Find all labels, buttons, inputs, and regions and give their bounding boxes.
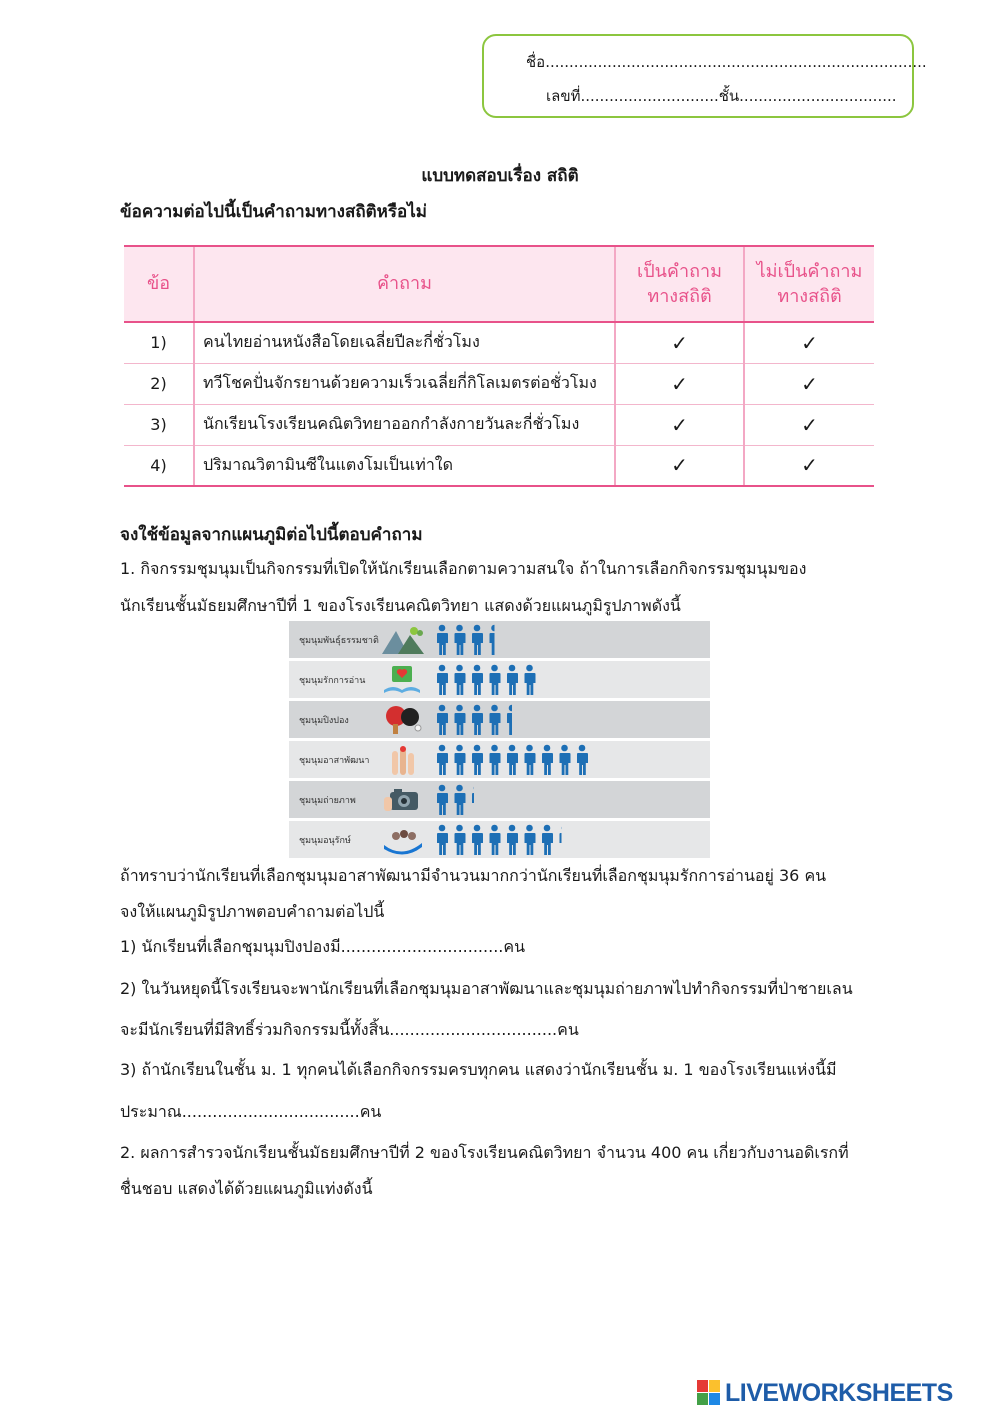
pictogram-row [289, 621, 710, 658]
club-label [289, 821, 430, 858]
person-figure [507, 825, 518, 855]
page-title: แบบทดสอบเรื่อง สถิติ [421, 166, 579, 186]
person-figure [437, 785, 448, 815]
person-figure [525, 745, 536, 775]
person-figure [455, 625, 466, 655]
table-row [124, 445, 874, 486]
club-name: ชุมนุมอนุรักษ์ [299, 836, 351, 846]
header-not-statistical: ไม่เป็นคำถาม ทางสถิติ [744, 246, 874, 322]
club-label [289, 661, 430, 698]
subquestion-2: 2) ในวันหยุดนี้โรงเรียนจะพานักเรียนที่เลือกชุมนุมอาสาพัฒนาและชุมนุมถ่ายภาพไปทำกิจกรรมที่ป่าชายเลน [120, 979, 853, 998]
check-not-statistical[interactable]: ✓ [744, 363, 874, 404]
name-field[interactable]: ชื่อ................................................................................ [526, 53, 927, 71]
check-not-statistical[interactable]: ✓ [744, 404, 874, 445]
person-figure [490, 665, 501, 695]
person-figure [490, 825, 501, 855]
info-text: ถ้าทราบว่านักเรียนที่เลือกชุมนุมอาสาพัฒนามีจำนวนมากกว่านักเรียนที่เลือกชุมนุมรักการอ่านอยู่ 36 คน [120, 866, 827, 885]
pictogram-row [289, 741, 710, 778]
person-figure [542, 825, 553, 855]
person-figure [437, 745, 448, 775]
book-heart-icon [378, 663, 426, 696]
subquestion-3-answer[interactable]: ประมาณ...................................คน [120, 1102, 382, 1121]
header-no: ข้อ [124, 246, 194, 322]
person-figure [472, 825, 483, 855]
logo-mark-icon [697, 1380, 721, 1406]
club-name: ชุมนุมพันธุ์ธรรมชาติ [299, 636, 379, 646]
row-number: 3) [124, 404, 194, 445]
club-label [289, 701, 430, 738]
check-statistical[interactable]: ✓ [615, 363, 744, 404]
student-info-box [482, 34, 927, 118]
section2-heading: จงใช้ข้อมูลจากแผนภูมิต่อไปนี้ตอบคำถาม [120, 525, 423, 545]
figure-group [434, 784, 710, 816]
club-name: ชุมนุมอาสาพัฒนา [299, 756, 370, 766]
question1-text: 1. กิจกรรมชุมนุมเป็นกิจกรรมที่เปิดให้นักเรียนเลือกตามความสนใจ ถ้าในการเลือกกิจกรรมชุมนุมของ [120, 559, 807, 578]
pictogram-row [289, 821, 710, 858]
question2-text-cont: ชื่นชอบ แสดงได้ด้วยแผนภูมิแท่งดังนี้ [120, 1179, 373, 1198]
club-name: ชุมนุมปิงปอง [299, 716, 349, 726]
club-name: ชุมนุมรักการอ่าน [299, 676, 366, 686]
question2-text: 2. ผลการสำรวจนักเรียนชั้นมัธยมศึกษาปีที่ 2 ของโรงเรียนคณิตวิทยา จำนวน 400 คน เกี่ยวกับงานอดิเรกที่ [120, 1143, 849, 1162]
person-figure [455, 745, 466, 775]
check-statistical[interactable]: ✓ [615, 322, 744, 363]
row-question: ทวีโชคปั่นจักรยานด้วยความเร็วเฉลี่ยกี่กิโลเมตรต่อชั่วโมง [194, 363, 615, 404]
person-figure [455, 825, 466, 855]
person-figure [507, 665, 518, 695]
raised-hands-icon [378, 743, 426, 776]
person-figure [437, 825, 448, 855]
person-figure [472, 665, 483, 695]
liveworksheets-logo [697, 1379, 953, 1407]
figure-group [434, 624, 710, 656]
number-class-field[interactable]: เลขที่.............................ชั้น................................. [546, 87, 897, 105]
figure-group [434, 704, 710, 736]
person-figure [455, 785, 466, 815]
partial-person-figure [490, 625, 501, 655]
check-statistical[interactable]: ✓ [615, 404, 744, 445]
person-figure [472, 705, 483, 735]
person-figure [490, 705, 501, 735]
question1-text-cont: นักเรียนชั้นมัธยมศึกษาปีที่ 1 ของโรงเรียนคณิตวิทยา แสดงด้วยแผนภูมิรูปภาพดังนี้ [120, 596, 681, 615]
header-question: คำถาม [194, 246, 615, 322]
statistics-question-table [124, 245, 874, 487]
section1-heading: ข้อความต่อไปนี้เป็นคำถามทางสถิติหรือไม่ [120, 202, 427, 222]
check-not-statistical[interactable]: ✓ [744, 445, 874, 486]
pictogram-row [289, 701, 710, 738]
subquestion-1[interactable]: 1) นักเรียนที่เลือกชุมนุมปิงปองมี................................คน [120, 937, 525, 956]
camera-icon [378, 783, 426, 816]
person-figure [525, 825, 536, 855]
ping-pong-paddle-icon [378, 703, 426, 736]
partial-person-figure [472, 785, 483, 815]
person-figure [490, 745, 501, 775]
person-figure [472, 745, 483, 775]
club-label [289, 621, 430, 658]
table-header-row [124, 246, 874, 322]
person-figure [525, 665, 536, 695]
row-number: 2) [124, 363, 194, 404]
club-name: ชุมนุมถ่ายภาพ [299, 796, 356, 806]
person-figure [437, 625, 448, 655]
subquestion-2-answer[interactable]: จะมีนักเรียนที่มีสิทธิ์ร่วมกิจกรรมนี้ทั้งสิ้น.................................คน [120, 1020, 579, 1039]
person-figure [542, 745, 553, 775]
person-figure [507, 745, 518, 775]
header-statistical: เป็นคำถาม ทางสถิติ [615, 246, 744, 322]
pictogram-row [289, 781, 710, 818]
table-row [124, 322, 874, 363]
check-not-statistical[interactable]: ✓ [744, 322, 874, 363]
figure-group [434, 664, 710, 696]
table-row [124, 404, 874, 445]
figure-group [434, 744, 710, 776]
logo-text: LIVEWORKSHEETS [725, 1378, 953, 1407]
person-figure [437, 665, 448, 695]
row-number: 4) [124, 445, 194, 486]
pictogram-row [289, 661, 710, 698]
partial-person-figure [507, 705, 518, 735]
subquestion-3: 3) ถ้านักเรียนในชั้น ม. 1 ทุกคนได้เลือกกิจกรรมครบทุกคน แสดงว่านักเรียนชั้น ม. 1 ของโรงเรียนแห่งนี้มี [120, 1060, 837, 1079]
info-text-cont: จงให้แผนภูมิรูปภาพตอบคำถามต่อไปนี้ [120, 902, 385, 921]
club-label [289, 741, 430, 778]
person-figure [472, 625, 483, 655]
person-figure [437, 705, 448, 735]
club-label [289, 781, 430, 818]
person-figure [455, 705, 466, 735]
row-question: นักเรียนโรงเรียนคณิตวิทยาออกกำลังกายวันละกี่ชั่วโมง [194, 404, 615, 445]
person-figure [577, 745, 588, 775]
row-number: 1) [124, 322, 194, 363]
figure-group [434, 824, 710, 856]
pictogram-chart [289, 621, 710, 857]
person-figure [455, 665, 466, 695]
row-question: ปริมาณวิตามินซีในแตงโมเป็นเท่าใด [194, 445, 615, 486]
partial-person-figure [560, 825, 571, 855]
conservation-hands-icon [378, 823, 426, 856]
mountain-nature-icon [378, 623, 426, 656]
row-question: คนไทยอ่านหนังสือโดยเฉลี่ยปีละกี่ชั่วโมง [194, 322, 615, 363]
table-row [124, 363, 874, 404]
check-statistical[interactable]: ✓ [615, 445, 744, 486]
person-figure [560, 745, 571, 775]
